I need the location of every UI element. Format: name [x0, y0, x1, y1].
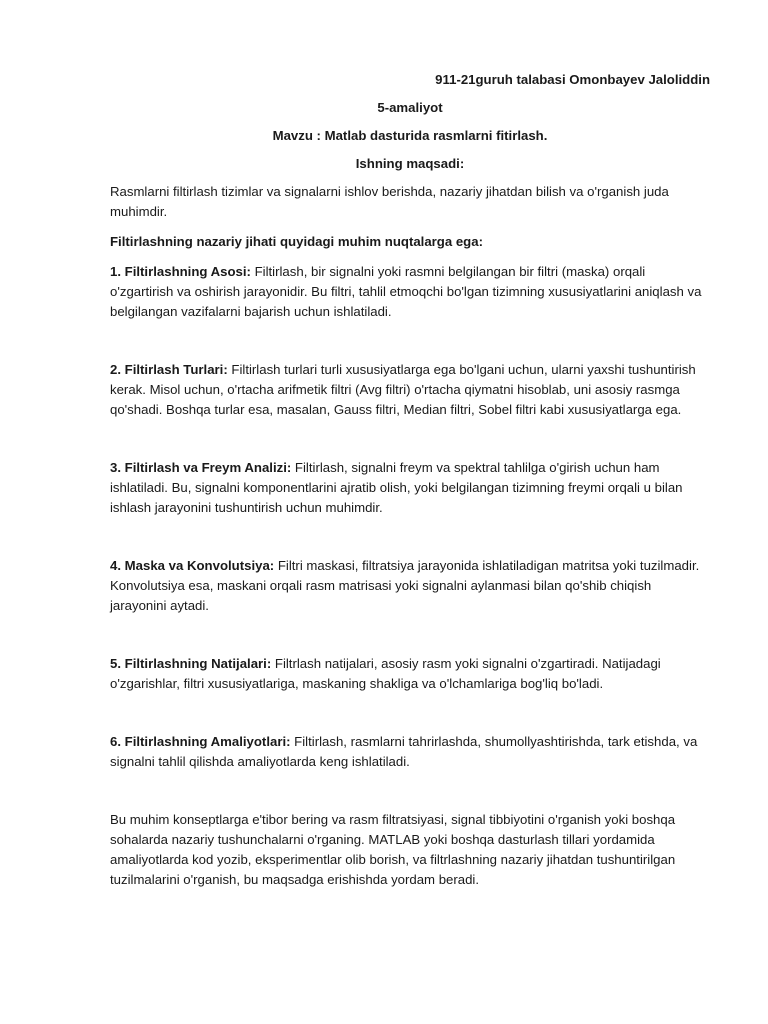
- closing-paragraph: Bu muhim konseptlarga e'tibor bering va rasm filtratsiyasi, signal tibbiyotini o'rganish yoki boshqa sohalarda nazariy tushunchalarni o'rganing. MATLAB yoki boshqa dasturlash tillari yordamida amaliyotlarda kod yozib, eksperimentlar olib borish, va filtrlashning nazariy jihatdan tushuntirilgan tuzilmalarini o'rganish, bu maqsadga erishishda yordam beradi.: [110, 812, 676, 887]
- list-item: [110, 654, 710, 694]
- list-item: [110, 732, 710, 772]
- list-item: [110, 360, 710, 420]
- item-text: Filtirlash turlari turli xususiyatlarga ega bo'lgani uchun, ularni yaxshi tushuntirish kerak. Misol uchun, o'rtacha arifmetik filtri (Avg filtri) o'rtacha qiymatni hisoblab, uni asosiy rasmga qo'shadi. Boshqa turlar esa, masalan, Gauss filtri, Median filtri, Sobel filtri kabi xususiyatlarga ega.: [110, 362, 696, 417]
- intro-paragraph: Rasmlarni filtirlash tizimlar va signalarni ishlov berishda, nazariy jihatdan bilish va o'rganish juda muhimdir.: [110, 184, 669, 219]
- list-item: [110, 458, 710, 518]
- goal-heading: Ishning maqsadi:: [355, 156, 465, 171]
- item-text: Filtrlash natijalari, asosiy rasm yoki signalni o'zgartiradi. Natijadagi o'zgarishlar, filtri xususiyatlariga, maskaning shakliga va o'lchamlariga bog'liq bo'ladi.: [110, 656, 661, 691]
- item-title: 2. Filtirlash Turlari:: [110, 362, 228, 377]
- item-title: 1. Filtirlashning Asosi:: [110, 264, 251, 279]
- item-title: 6. Filtirlashning Amaliyotlari:: [110, 734, 291, 749]
- topic-heading: Mavzu : Matlab dasturida rasmlarni fitirlash.: [272, 128, 548, 143]
- author-line: 911-21guruh talabasi Omonbayev Jaloliddin: [435, 72, 710, 87]
- item-text: Filtirlash, signalni freym va spektral tahlilga o'girish uchun ham ishlatiladi. Bu, signalni komponentlarini ajratib olish, yoki belgilangan tizimning freymi orqali u bilan ishlash jarayonini tushuntirish uchun muhimdir.: [110, 460, 683, 515]
- item-title: 4. Maska va Konvolutsiya:: [110, 558, 275, 573]
- item-title: 5. Filtirlashning Natijalari:: [110, 656, 272, 671]
- list-item: [110, 556, 710, 616]
- item-title: 3. Filtirlash va Freym Analizi:: [110, 460, 292, 475]
- item-text: Filtirlash, rasmlarni tahrirlashda, shumollyashtirishda, tark etishda, va signalni tahlil qilishda amaliyotlarda keng ishlatiladi.: [110, 734, 698, 769]
- list-item: [110, 262, 710, 322]
- item-text: Filtri maskasi, filtratsiya jarayonida ishlatiladigan matritsa yoki tuzilmadir. Konvolutsiya esa, maskani orqali rasm matrisasi yoki signalni aylanmasi bilan qo'shib chiqish jarayonini aytadi.: [110, 558, 700, 613]
- item-text: Filtirlash, bir signalni yoki rasmni belgilangan bir filtri (maska) orqali o'zgartirish va oshirish jarayonidir. Bu filtri, tahlil etmoqchi bo'lgan tizimning xususiyatlarini aniqlash va belgilangan vazifalarni bajarish uchun ishlatiladi.: [110, 264, 702, 319]
- lead-heading: Filtirlashning nazariy jihati quyidagi muhim nuqtalarga ega:: [110, 234, 483, 249]
- practical-number: 5-amaliyot: [377, 100, 443, 115]
